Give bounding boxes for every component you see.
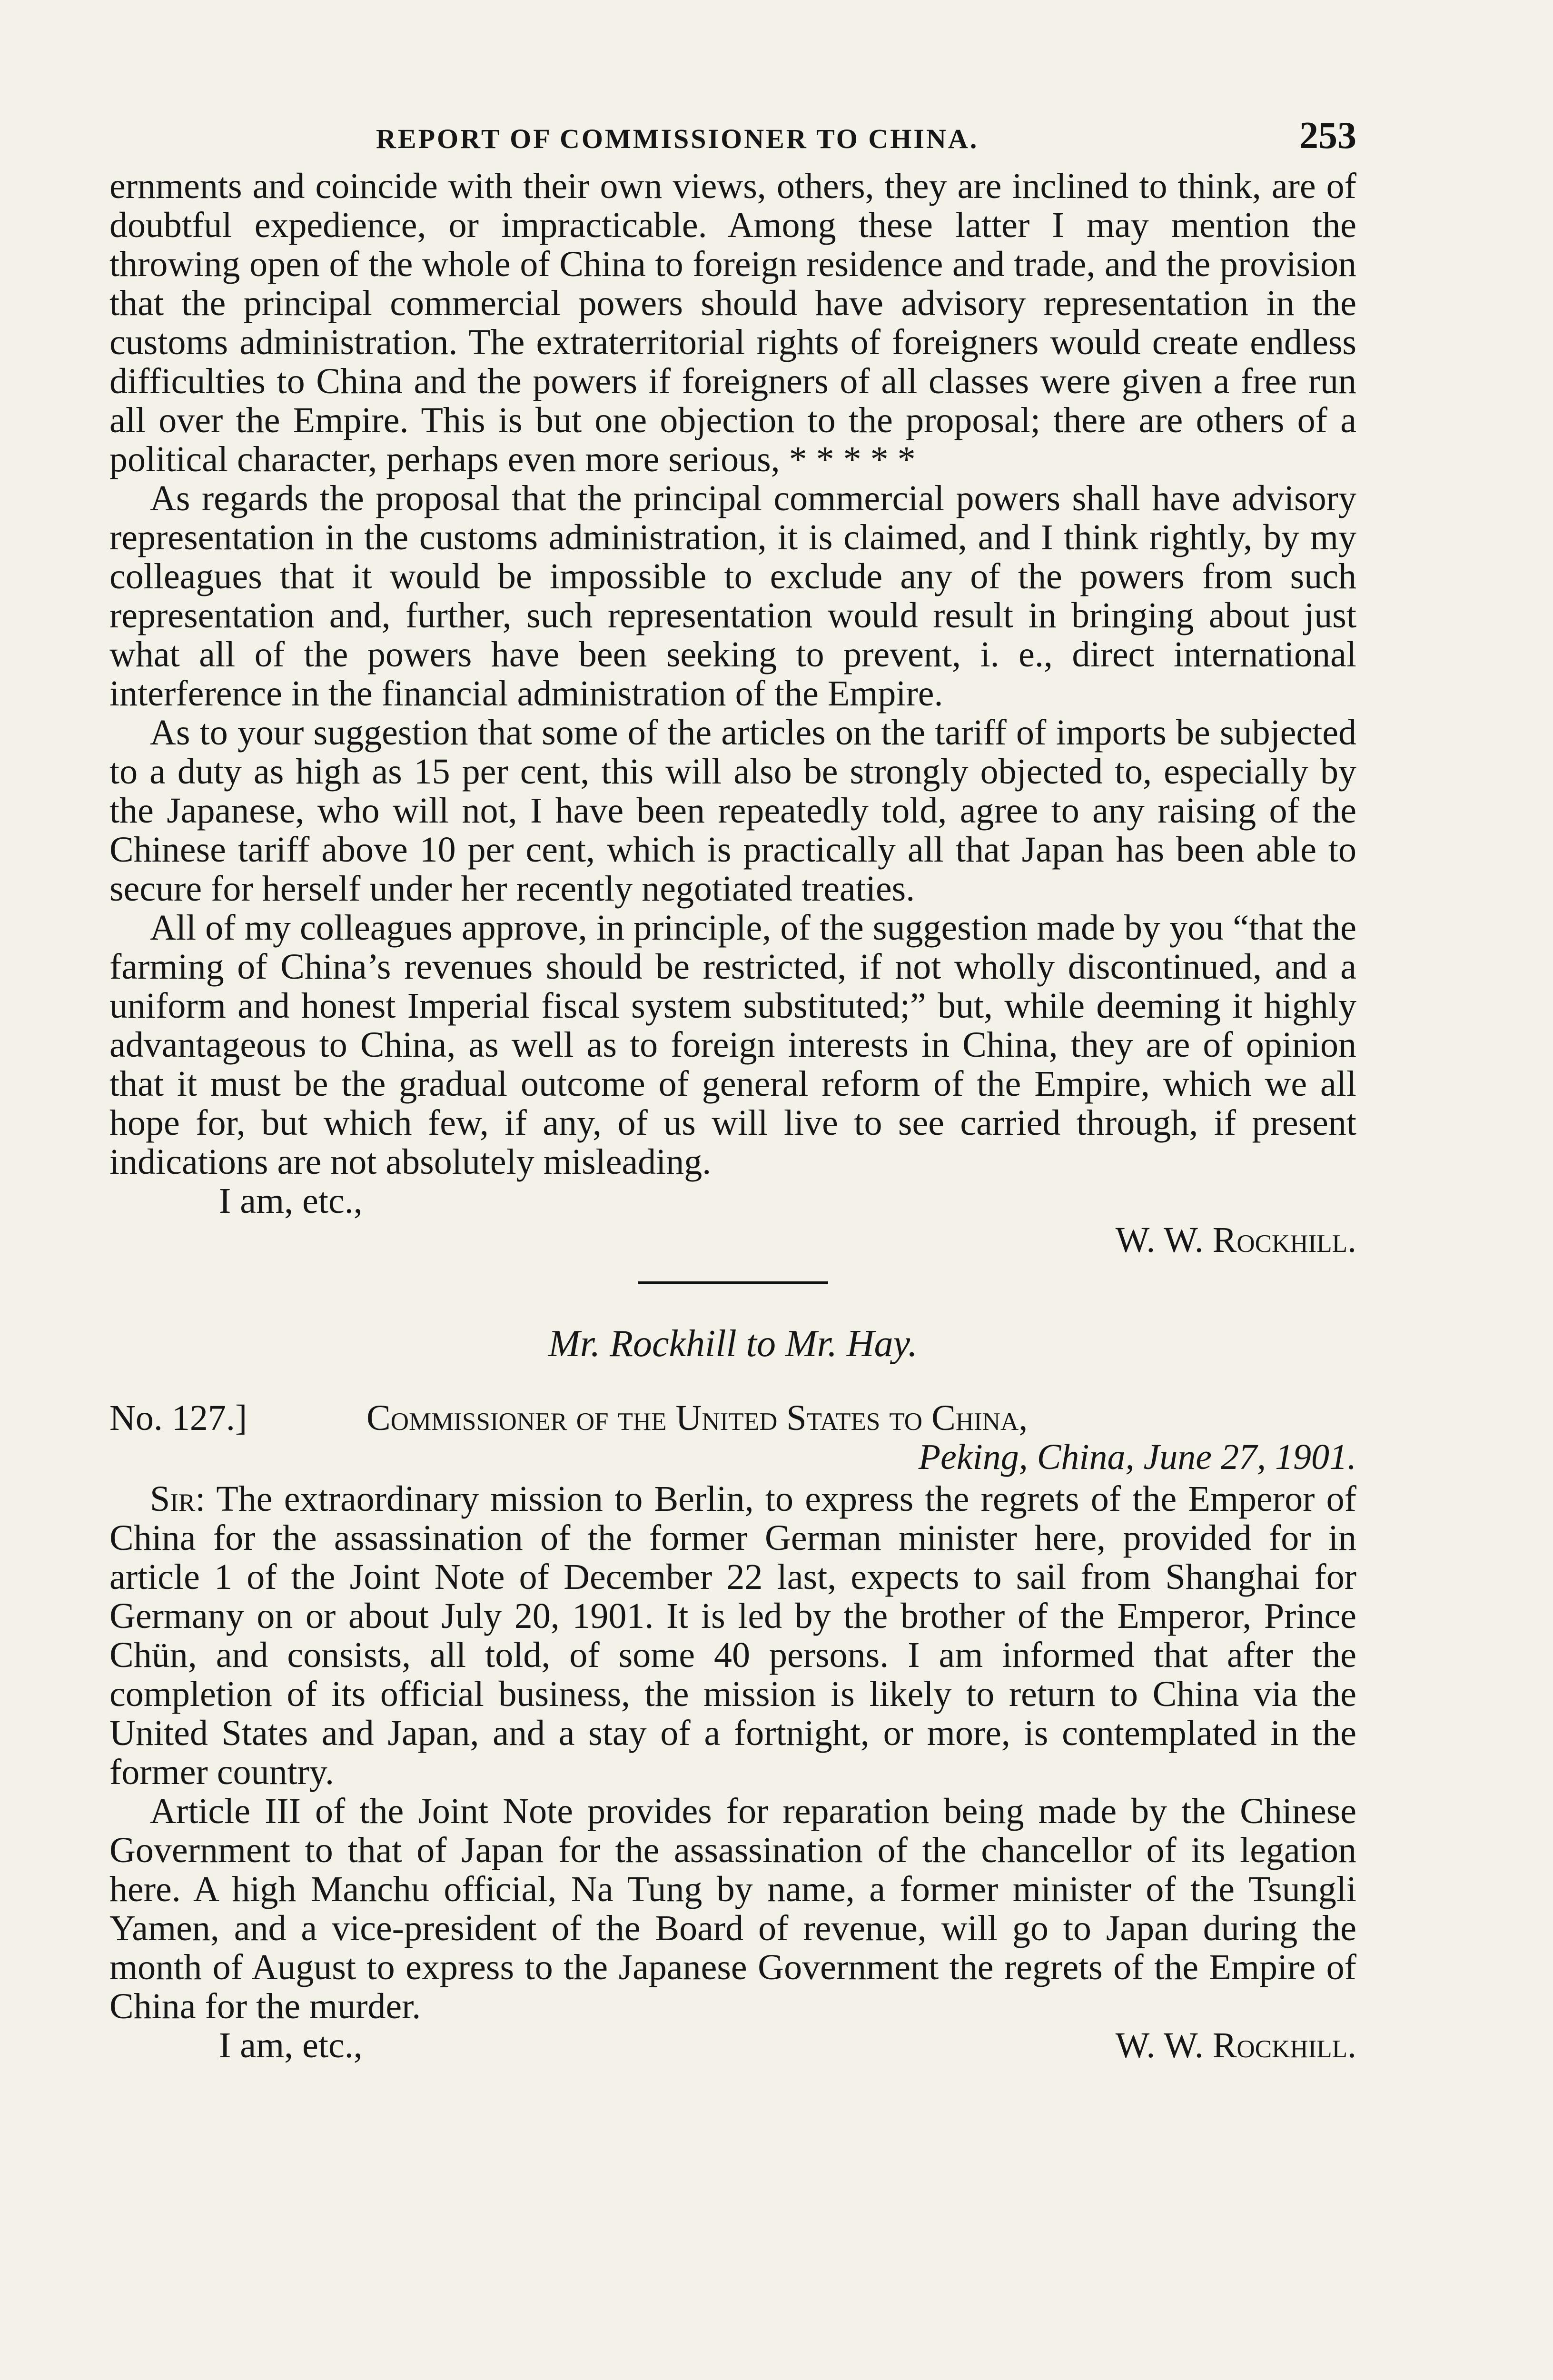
letter-1-paragraph-4: All of my colleagues approve, in principle, of the suggestion made by you “that the farming of China’s revenues should be restricted, if not wholly discontinued, and a uniform and honest Imperial fiscal system substituted;” but, while deeming it highly advantageous to China, as well as to foreign interests in China, they are of opinion that it must be the gradual outcome of general reform of the Empire, which we all hope for, but which few, if any, of us will live to see carried through, if present indications are not absolutely misleading. (109, 908, 1356, 1182)
letter-2-heading: Mr. Rockhill to Mr. Hay. (548, 1323, 918, 1365)
letter-2-closing-row (109, 2026, 1356, 2065)
salutation: Sir: (150, 1479, 206, 1519)
letter-2-body (109, 1479, 1356, 2026)
running-head-title: REPORT OF COMMISSIONER TO CHINA. (376, 123, 979, 154)
running-head (109, 114, 1356, 167)
dispatch-header (109, 1398, 1356, 1438)
letter-2-paragraph-1 (109, 1479, 1356, 1792)
letter-1-body (109, 167, 1356, 1181)
letter-1-paragraph-1: ernments and coincide with their own views, others, they are inclined to think, are of doubtful expedience, or impracticable. Among these latter I may mention the throwing open of the whole of China to foreign residence and trade, and the provision that the principal commercial powers should have advisory representation in the customs administration. The extraterritorial rights of foreigners would create endless difficulties to China and the powers if foreigners of all classes were given a free run all over the Empire. This is but one objection to the proposal; there are others of a political character, perhaps even more serious, * * * * * (109, 166, 1356, 479)
dispatch-number: No. 127.] (109, 1398, 247, 1438)
letter-1-signature: W. W. Rockhill. (1115, 1220, 1356, 1260)
letter-2-paragraph-1-text: The extraordinary mission to Berlin, to express the regrets of the Emperor of China for the assassination of the former German minister here, provided for in article 1 of the Joint Note of December 22 last, expects to sail from Shanghai for Germany on or about July 20, 1901. It is led by the brother of the Emperor, Prince Chün, and consists, all told, of some 40 persons. I am informed that after the completion of its official business, the mission is likely to return to China via the United States and Japan, and a stay of a fortnight, or more, is contemplated in the former country. (109, 1479, 1356, 1792)
section-divider (638, 1281, 828, 1284)
letter-2-signature: W. W. Rockhill. (1115, 2025, 1356, 2065)
page-number: 253 (1299, 115, 1356, 157)
document-page (109, 114, 1356, 2065)
letter-2-closing: I am, etc., (219, 2025, 363, 2065)
letter-1-paragraph-2: As regards the proposal that the principal commercial powers shall have advisory representation in the customs administration, it is claimed, and I think rightly, by my colleagues that it would be impossible to exclude any of the powers from such representation and, further, such representation would result in bringing about just what all of the powers have been seeking to prevent, i. e., direct international interference in the financial administration of the Empire. (109, 478, 1356, 714)
letter-2-paragraph-2: Article III of the Joint Note provides for reparation being made by the Chinese Government to that of Japan for the assassination of the chancellor of its legation here. A high Manchu official, Na Tung by name, a former minister of the Tsungli Yamen, and a vice-president of the Board of revenue, will go to Japan during the month of August to express to the Japanese Government the regrets of the Empire of China for the murder. (109, 1791, 1356, 2026)
dispatch-place-date: Peking, China, June 27, 1901. (918, 1437, 1356, 1477)
letter-1-paragraph-3: As to your suggestion that some of the articles on the tariff of imports be subjected to a duty as high as 15 per cent, this will also be strongly objected to, especially by the Japanese, who will not, I have been repeatedly told, agree to any raising of the Chinese tariff above 10 per cent, which is practically all that Japan has been able to secure for herself under her recently negotiated treaties. (109, 713, 1356, 909)
dispatch-office: Commissioner of the United States to China, (366, 1398, 1028, 1438)
letter-1-closing: I am, etc., (219, 1181, 363, 1221)
